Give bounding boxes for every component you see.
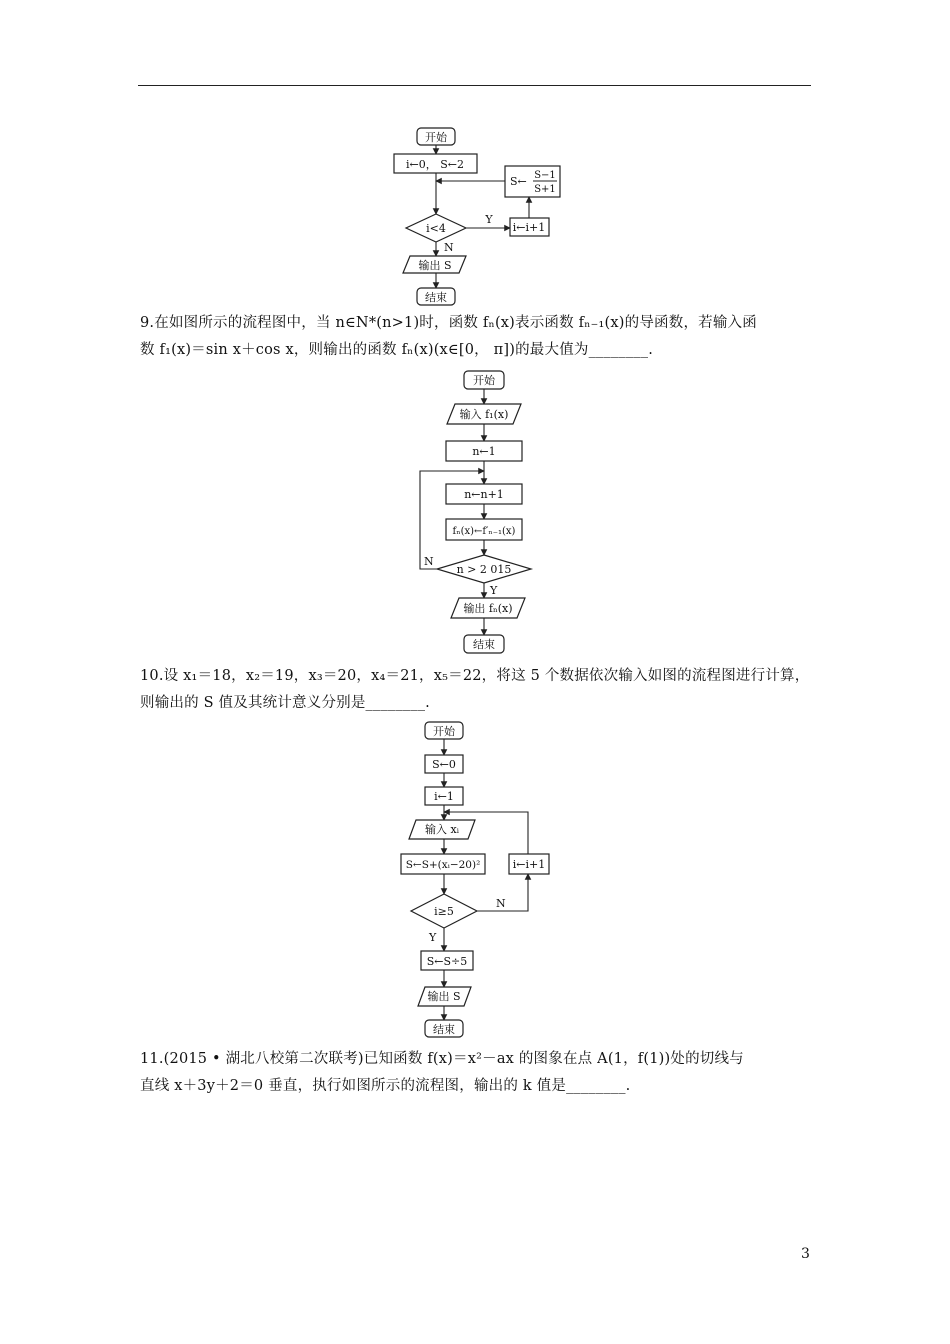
fc2-output-text: 输出 fₙ(x) xyxy=(463,602,513,615)
fc2-yes-label: Y xyxy=(490,584,498,597)
fc1-frac-den: S+1 xyxy=(534,184,556,195)
problem-10-number: 10. xyxy=(140,668,164,684)
problem-11-line-2: 直线 x＋3y＋2＝0 垂直，执行如图所示的流程图，输出的 k 值是________. xyxy=(140,1078,631,1094)
fc3-init-i-text: i←1 xyxy=(434,790,454,803)
problem-9-line-2: 数 f₁(x)＝sin x＋cos x，则输出的函数 fₙ(x)(x∈[0， π])的最大值为________. xyxy=(140,342,654,358)
fc3-output-text: 输出 S xyxy=(427,990,461,1003)
fc3-no-label: N xyxy=(496,897,506,910)
fc1-start-text: 开始 xyxy=(425,131,447,144)
fc3-accumulate-text: S←S+(xᵢ−20)² xyxy=(405,859,481,871)
fc3-increment-text: i←i+1 xyxy=(512,858,546,871)
problem-10-line-1 xyxy=(140,663,812,690)
problem-9-line-1 xyxy=(140,310,812,337)
fc2-start-text: 开始 xyxy=(473,374,495,387)
fc1-increment-text: i←i+1 xyxy=(512,221,546,234)
fc2-derive-text: fₙ(x)←f′ₙ₋₁(x) xyxy=(452,526,516,537)
problem-10-line-2: 则输出的 S 值及其统计意义分别是________. xyxy=(140,695,430,711)
fc3-end-text: 结束 xyxy=(433,1023,455,1036)
fc3-yes-label: Y xyxy=(429,931,437,944)
fc1-output-text: 输出 S xyxy=(418,259,452,272)
fc2-end-text: 结束 xyxy=(473,638,495,651)
problem-9-number: 9. xyxy=(140,315,155,331)
fc3-condition-text: i≥5 xyxy=(434,905,454,918)
problem-11-number: 11. xyxy=(140,1051,164,1067)
fc1-no-label: N xyxy=(444,241,454,254)
fc1-update-text: S← xyxy=(510,175,527,188)
fc3-init-s-text: S←0 xyxy=(432,758,456,771)
fc2-increment-text: n←n+1 xyxy=(464,488,504,501)
fc2-input-text: 输入 f₁(x) xyxy=(459,408,509,421)
fc1-end-text: 结束 xyxy=(425,291,447,304)
fc1-frac-num: S−1 xyxy=(534,170,556,181)
problem-11-text-1: (2015 • 湖北八校第二次联考)已知函数 f(x)＝x²－ax 的图象在点 A(1，f(1))处的切线与 xyxy=(163,1051,744,1067)
fc1-condition-text: i<4 xyxy=(426,222,446,235)
problem-10-text-1: 设 x₁＝18，x₂＝19，x₃＝20，x₄＝21，x₅＝22，将这 5 个数据依次输入如图的流程图进行计算， xyxy=(163,668,810,684)
fc1-yes-label: Y xyxy=(485,213,493,226)
page-number: 3 xyxy=(801,1246,810,1262)
fc3-input-text: 输入 xᵢ xyxy=(425,823,459,836)
problem-10 xyxy=(140,663,812,717)
fc2-condition-text: n > 2 015 xyxy=(456,563,512,576)
fc3-divide-text: S←S÷5 xyxy=(426,955,468,968)
fc2-init-text: n←1 xyxy=(472,445,496,458)
fc2-no-label: N xyxy=(424,555,434,568)
problem-11 xyxy=(140,1046,812,1100)
problem-9 xyxy=(140,310,812,364)
fc1-init-text: i←0， S←2 xyxy=(406,158,464,171)
problem-11-line-1 xyxy=(140,1046,812,1073)
fc3-start-text: 开始 xyxy=(433,725,455,738)
problem-9-text-1: 在如图所示的流程图中，当 n∈N*(n>1)时，函数 fₙ(x)表示函数 fₙ₋₁(x)的导函数，若输入函 xyxy=(154,315,757,331)
